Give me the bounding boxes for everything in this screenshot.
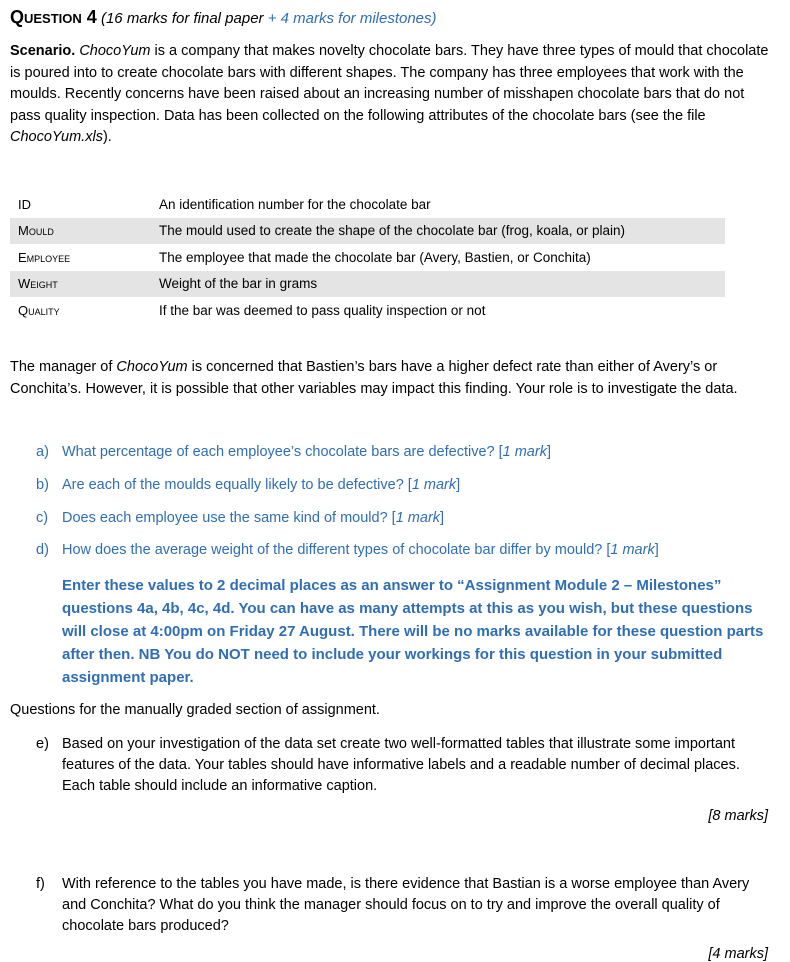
part-text: Based on your investigation of the data set create two well-formatted tables that illustrate some important features of the data. Your tables should have informative labels and a readable number of decimal places. Each table should include an informative caption.: [62, 736, 740, 794]
part-label: f): [36, 876, 45, 892]
table-row: [10, 244, 725, 271]
table-row: [10, 271, 725, 298]
item-end: ]: [456, 477, 461, 493]
item-mark: 1 mark: [610, 542, 655, 558]
question-title: Question 4: [10, 7, 97, 27]
question-item-a: [36, 444, 551, 460]
attribute-desc: The mould used to create the shape of the chocolate bar (frog, koala, or plain): [151, 218, 725, 245]
item-label: c): [36, 510, 49, 526]
company-name: ChocoYum: [116, 359, 188, 375]
item-end: ]: [546, 444, 551, 460]
scenario-text: is a company that makes novelty chocolate bars. They have three types of mould that chocolate is poured into to create chocolate bars with different shapes. The company has three employees that work with the moulds. Recently concerns have been raised about an increasing number of misshapen chocolate bars that do not pass quality inspection. Data has been collected on the following attributes of the chocolate bars (see the file: [10, 43, 769, 124]
manager-paragraph: [10, 357, 770, 400]
file-name: ChocoYum.xls: [10, 129, 103, 145]
question-heading: [10, 7, 437, 28]
item-mark: 1 mark: [395, 510, 441, 526]
part-f-marks: [4 marks]: [708, 946, 768, 962]
question-marks: (16 marks for final paper: [100, 10, 264, 27]
item-label: b): [36, 477, 49, 493]
question-item-d: [36, 542, 659, 558]
attribute-key: Mould: [10, 218, 151, 245]
milestone-note: Enter these values to 2 decimal places as an answer to “Assignment Module 2 – Milestones” questions 4a, 4b, 4c, 4d. You can have as many attempts at this as you wish, but these questions will close at 4:00pm on Friday 27 August. There will be no marks available for these question parts after then. NB You do NOT need to include your workings for this question in your submitted assignment paper.: [62, 577, 764, 686]
scenario-text: ).: [102, 129, 112, 145]
attribute-desc: An identification number for the chocolate bar: [159, 196, 431, 212]
item-end: ]: [654, 542, 659, 558]
item-label: a): [36, 444, 49, 460]
attribute-key: ID: [18, 196, 31, 212]
item-text: Are each of the moulds equally likely to be defective? [: [62, 477, 412, 493]
question-item-b: [36, 477, 460, 493]
table-row: [10, 297, 725, 324]
manager-text: is concerned that Bastien’s bars have a higher defect rate than either of Avery’s or Conchita’s. However, it is possible that other variables may impact this finding. Your role is to investigate the data.: [10, 359, 738, 397]
attribute-key: Quality: [18, 302, 60, 318]
part-e: [36, 734, 766, 797]
manual-section-heading: Questions for the manually graded section of assignment.: [10, 702, 380, 718]
attribute-table: [10, 191, 725, 324]
part-e-marks: [8 marks]: [708, 808, 768, 824]
part-f: [36, 874, 766, 937]
attribute-desc: If the bar was deemed to pass quality inspection or not: [159, 302, 486, 318]
table-row: [10, 218, 725, 245]
attribute-desc: Weight of the bar in grams: [151, 271, 725, 298]
table-row: [10, 191, 725, 218]
item-text: How does the average weight of the different types of chocolate bar differ by mould? [: [62, 542, 611, 558]
part-label: e): [36, 736, 49, 752]
part-text: With reference to the tables you have made, is there evidence that Bastian is a worse employee than Avery and Conchita? What do you think the manager should focus on to try and improve the overall quality of chocolate bars produced?: [62, 876, 750, 934]
item-text: What percentage of each employee’s chocolate bars are defective? [: [62, 444, 503, 460]
item-mark: 1 mark: [411, 477, 457, 493]
company-name: ChocoYum: [79, 43, 151, 59]
question-item-c: [36, 510, 444, 526]
scenario-lead: Scenario.: [10, 43, 76, 59]
item-label: d): [36, 542, 49, 558]
item-mark: 1 mark: [502, 444, 547, 460]
item-text: Does each employee use the same kind of mould? [: [62, 510, 396, 526]
manager-text: The manager of: [10, 359, 117, 375]
attribute-key: Weight: [10, 271, 151, 298]
attribute-key: Employee: [18, 249, 71, 265]
attribute-desc: The employee that made the chocolate bar (Avery, Bastien, or Conchita): [159, 249, 591, 265]
milestone-marks: + 4 marks for milestones): [267, 10, 437, 27]
item-end: ]: [440, 510, 445, 526]
scenario-paragraph: [10, 41, 775, 149]
